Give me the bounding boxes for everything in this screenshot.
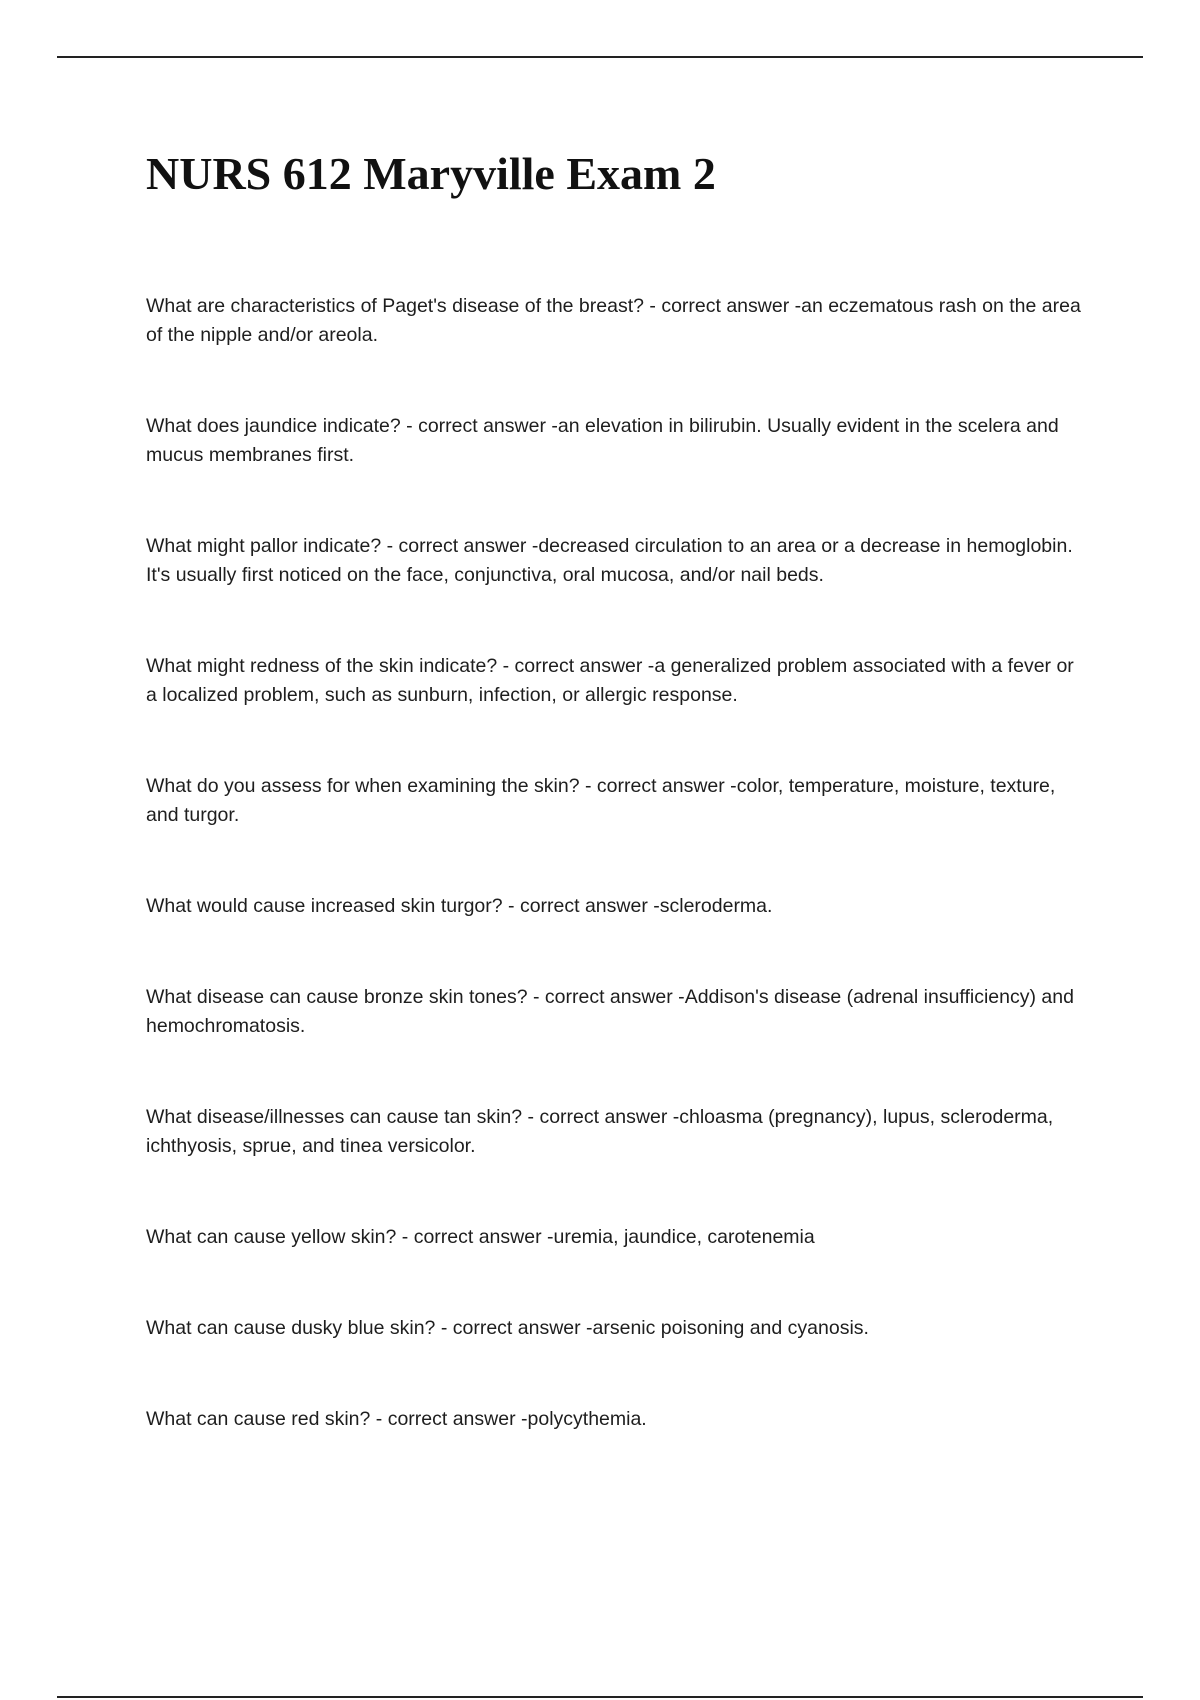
question-text: What disease can cause bronze skin tones? (146, 986, 528, 1008)
question-text: What might redness of the skin indicate? (146, 655, 498, 677)
answer-text: a generalized problem associated with a fever or a localized problem, such as sunburn, infection, or allergic response. (146, 655, 1074, 706)
qa-item (146, 292, 1086, 350)
answer-text: Addison's disease (adrenal insufficiency) and hemochromatosis. (146, 986, 1074, 1037)
answer-text: an elevation in bilirubin. Usually evident in the scelera and mucus membranes first. (146, 415, 1059, 466)
answer-text: chloasma (pregnancy), lupus, scleroderma, ichthyosis, sprue, and tinea versicolor. (146, 1106, 1054, 1157)
question-text: What are characteristics of Paget's disease of the breast? (146, 295, 644, 317)
qa-item (146, 983, 1086, 1041)
question-text: What can cause dusky blue skin? (146, 1317, 436, 1339)
qa-item (146, 772, 1086, 830)
qa-item (146, 1103, 1086, 1161)
qa-item (146, 652, 1086, 710)
answer-separator: - correct answer - (497, 655, 655, 677)
question-text: What can cause yellow skin? (146, 1226, 397, 1248)
page-title: NURS 612 Maryville Exam 2 (146, 148, 716, 199)
document-body (146, 142, 1086, 1496)
answer-separator: - correct answer - (579, 775, 737, 797)
bottom-divider (57, 1696, 1143, 1698)
question-text: What disease/illnesses can cause tan skin? (146, 1106, 523, 1128)
top-divider (57, 56, 1143, 58)
answer-text: arsenic poisoning and cyanosis. (592, 1317, 869, 1339)
answer-text: polycythemia. (527, 1408, 647, 1430)
question-text: What would cause increased skin turgor? (146, 895, 503, 917)
question-text: What do you assess for when examining the skin? (146, 775, 580, 797)
answer-separator: - correct answer - (502, 895, 660, 917)
answer-text: an eczematous rash on the area of the nipple and/or areola. (146, 295, 1081, 346)
answer-separator: - correct answer - (435, 1317, 593, 1339)
answer-separator: - correct answer - (396, 1226, 554, 1248)
answer-separator: - correct answer - (370, 1408, 528, 1430)
qa-item (146, 412, 1086, 470)
answer-separator: - correct answer - (522, 1106, 680, 1128)
answer-text: decreased circulation to an area or a decrease in hemoglobin. It's usually first noticed on the face, conjunctiva, oral mucosa, and/or nail beds. (146, 535, 1073, 586)
answer-text: uremia, jaundice, carotenemia (553, 1226, 815, 1248)
answer-text: color, temperature, moisture, texture, and turgor. (146, 775, 1056, 826)
question-text: What does jaundice indicate? (146, 415, 401, 437)
qa-item (146, 532, 1086, 590)
answer-separator: - correct answer - (527, 986, 685, 1008)
answer-separator: - correct answer - (400, 415, 558, 437)
answer-text: scleroderma. (659, 895, 773, 917)
qa-item (146, 892, 1086, 921)
qa-item (146, 1405, 1086, 1434)
qa-list (146, 292, 1086, 1434)
qa-item (146, 1223, 1086, 1252)
question-text: What can cause red skin? (146, 1408, 371, 1430)
question-text: What might pallor indicate? (146, 535, 382, 557)
qa-item (146, 1314, 1086, 1343)
answer-separator: - correct answer - (381, 535, 539, 557)
answer-separator: - correct answer - (643, 295, 802, 317)
